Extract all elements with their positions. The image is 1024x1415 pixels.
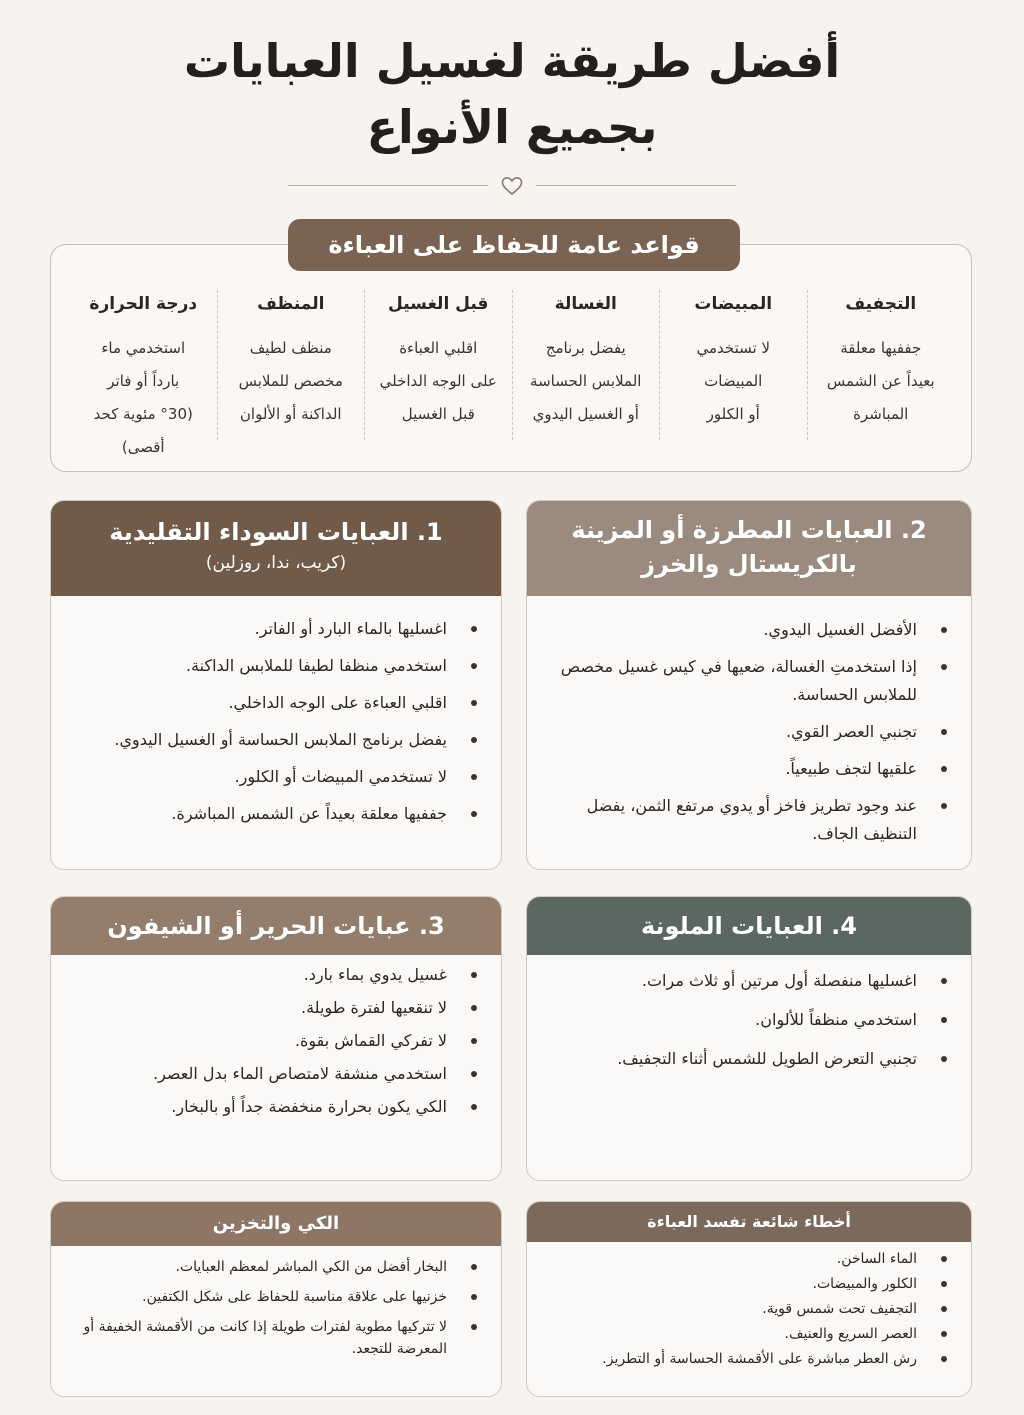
- list-item: إذا استخدمتِ الغسالة، ضعيها في كيس غسيل مخصص للملابس الحساسة.: [547, 653, 917, 709]
- card-black-abayas: [50, 500, 502, 870]
- rule-drying: [807, 290, 955, 440]
- list-item: اغسليها منفصلة أول مرتين أو ثلاث مرات.: [547, 967, 917, 995]
- card-list: [51, 596, 501, 827]
- heart-icon: [500, 174, 524, 198]
- card-title: 4. العبايات الملونة: [527, 897, 971, 955]
- rule-heading: درجة الحرارة: [89, 294, 198, 314]
- card-header: [527, 501, 971, 596]
- general-rules-heading: قواعد عامة للحفاظ على العباءة: [288, 219, 740, 271]
- list-item: الكي يكون بحرارة منخفضة جداً أو بالبخار.: [71, 1095, 447, 1119]
- card-subtitle: (كريب، ندا، روزلين): [205, 553, 347, 573]
- rule-line: المبيضات: [704, 372, 763, 390]
- card-embroidered-abayas: [526, 500, 972, 870]
- list-item: اغسليها بالماء البارد أو الفاتر.: [71, 616, 447, 642]
- card-header: [51, 501, 501, 596]
- list-item: الماء الساخن.: [547, 1248, 917, 1270]
- rule-line: قبل الغسيل: [401, 405, 475, 423]
- rule-line: لا تستخدمي: [696, 339, 770, 357]
- list-item: التجفيف تحت شمس قوية.: [547, 1298, 917, 1320]
- divider-line-left: [288, 185, 488, 186]
- rule-line: المباشرة: [853, 405, 909, 423]
- rule-line: الداكنة أو الألوان: [239, 405, 342, 423]
- card-title: أخطاء شائعة تفسد العباءة: [527, 1202, 971, 1242]
- list-item: جففيها معلقة بعيداً عن الشمس المباشرة.: [71, 801, 447, 827]
- card-title: الكي والتخزين: [51, 1202, 501, 1246]
- rule-heading: قبل الغسيل: [388, 294, 489, 314]
- card-list: [527, 955, 971, 1073]
- rule-washing-machine: [512, 290, 660, 440]
- rule-line: بارداً أو فاتر: [107, 372, 180, 390]
- list-item: لا تتركيها مطوية لفترات طويلة إذا كانت من الأقمشة الخفيفة أو المعرضة للتجعد.: [71, 1316, 447, 1360]
- rule-heading: المبيضات: [694, 294, 773, 314]
- card-title-line-1: 2. العبايات المطرزة أو المزينة: [571, 516, 927, 544]
- list-item: اقلبي العباءة على الوجه الداخلي.: [71, 690, 447, 716]
- card-colored-abayas: [526, 896, 972, 1181]
- list-item: لا تستخدمي المبيضات أو الكلور.: [71, 764, 447, 790]
- list-item: العصر السريع والعنيف.: [547, 1323, 917, 1345]
- list-item: الكلور والمبيضات.: [547, 1273, 917, 1295]
- rule-line: الملابس الحساسة: [530, 372, 642, 390]
- general-rules-columns: [70, 290, 954, 456]
- list-item: الأفضل الغسيل اليدوي.: [547, 616, 917, 644]
- rule-detergent: [217, 290, 365, 440]
- page-title: [0, 28, 1024, 160]
- list-item: عند وجود تطريز فاخز أو يدوي مرتفع الثمن، يفضل التنظيف الجاف.: [547, 792, 917, 848]
- rule-line: بعيداً عن الشمس: [826, 372, 935, 390]
- rule-bleach: [659, 290, 807, 440]
- card-title-line-2: بالكريستال والخرز: [641, 550, 857, 578]
- rule-heading: الغسالة: [554, 294, 617, 314]
- card-title: 3. عبايات الحرير أو الشيفون: [51, 897, 501, 955]
- rule-line: على الوجه الداخلي: [379, 372, 497, 390]
- list-item: تجنبي التعرض الطويل للشمس أثناء التجفيف.: [547, 1045, 917, 1073]
- list-item: استخدمي منشفة لامتصاص الماء بدل العصر.: [71, 1062, 447, 1086]
- card-silk-abayas: [50, 896, 502, 1181]
- rule-line: جففيها معلقة: [840, 339, 922, 357]
- rule-line: أو الكلور: [706, 405, 760, 423]
- card-list: [51, 955, 501, 1119]
- page-title-line-1: أفضل طريقة لغسيل العبايات: [183, 34, 841, 88]
- card-list: [527, 1242, 971, 1370]
- card-list: [527, 596, 971, 848]
- list-item: لا تفركي القماش بقوة.: [71, 1029, 447, 1053]
- rule-line: يفضل برنامج: [545, 339, 626, 357]
- list-item: تجنبي العصر القوي.: [547, 718, 917, 746]
- list-item: يفضل برنامج الملابس الحساسة أو الغسيل اليدوي.: [71, 727, 447, 753]
- list-item: غسيل يدوي بماء بارد.: [71, 963, 447, 987]
- list-item: البخار أفضل من الكي المباشر لمعظم العبايات.: [71, 1256, 447, 1278]
- rule-heading: المنظف: [257, 294, 325, 314]
- divider-line-right: [536, 185, 736, 186]
- list-item: علقيها لتجف طبيعياً.: [547, 755, 917, 783]
- page-title-line-2: بجميع الأنواع: [366, 100, 658, 154]
- rule-temperature: [70, 290, 217, 456]
- rule-line: مخصص للملابس: [238, 372, 343, 390]
- rule-line: (°30 مئوية كحد أقصى): [93, 405, 193, 456]
- card-title: 1. العبايات السوداء التقليدية: [109, 518, 443, 546]
- card-list: [51, 1246, 501, 1360]
- list-item: لا تنقعيها لفترة طويلة.: [71, 996, 447, 1020]
- rule-line: منظف لطيف: [249, 339, 332, 357]
- list-item: خزنيها على علاقة مناسبة للحفاظ على شكل الكتفين.: [71, 1286, 447, 1308]
- rule-line: أو الغسيل اليدوي: [532, 405, 639, 423]
- list-item: استخدمي منظفا لطيفا للملابس الداكنة.: [71, 653, 447, 679]
- card-ironing-storage: [50, 1201, 502, 1397]
- list-item: استخدمي منظفاً للألوان.: [547, 1006, 917, 1034]
- title-divider: [288, 174, 736, 198]
- rule-heading: التجفيف: [845, 294, 917, 314]
- rule-before-wash: [364, 290, 512, 440]
- list-item: رش العطر مباشرة على الأقمشة الحساسة أو التطريز.: [547, 1348, 917, 1370]
- rule-line: استخدمي ماء: [101, 339, 186, 357]
- rule-line: اقلبي العباءة: [399, 339, 478, 357]
- card-common-mistakes: [526, 1201, 972, 1397]
